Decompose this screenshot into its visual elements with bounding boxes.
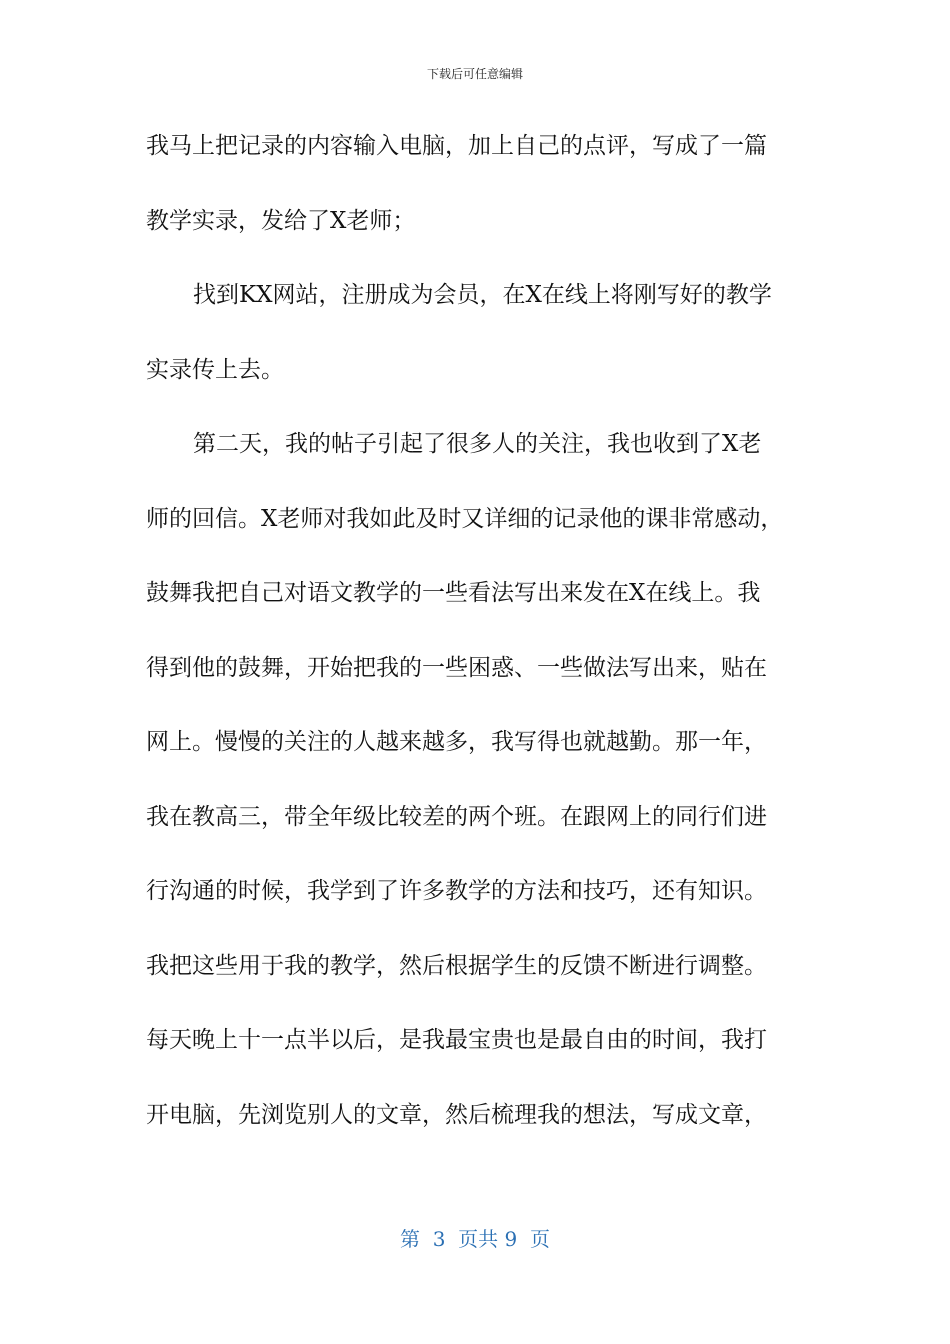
text-line: 师的回信。X老师对我如此及时又详细的记录他的课非常感动，: [146, 505, 784, 532]
text-line: 得到他的鼓舞，开始把我的一些困惑、一些做法写出来，贴在: [146, 654, 767, 681]
page-number-footer: 第 3 页共 9 页: [400, 1227, 550, 1251]
text-line: 实录传上去。: [146, 356, 284, 383]
text-line: 我在教高三，带全年级比较差的两个班。在跟网上的同行们进: [146, 803, 767, 830]
text-line: 找到KX网站，注册成为会员，在X在线上将刚写好的教学: [193, 282, 772, 308]
text-line: 网上。慢慢的关注的人越来越多，我写得也就越勤。那一年，: [146, 729, 767, 755]
text-line: 我马上把记录的内容输入电脑，加上自己的点评，写成了一篇: [146, 133, 767, 159]
text-line: 鼓舞我把自己对语文教学的一些看法写出来发在X在线上。我: [146, 580, 761, 606]
text-line: 我把这些用于我的教学，然后根据学生的反馈不断进行调整。: [146, 952, 767, 979]
page-header: 下载后可任意编辑: [426, 67, 523, 81]
text-line: 开电脑，先浏览别人的文章，然后梳理我的想法，写成文章，: [146, 1101, 767, 1128]
text-line: 第二天，我的帖子引起了很多人的关注，我也收到了X老: [193, 431, 762, 457]
body-text: [146, 124, 806, 1167]
text-line: 行沟通的时候，我学到了许多教学的方法和技巧，还有知识。: [146, 878, 767, 904]
text-line: 教学实录，发给了X老师；: [146, 207, 416, 234]
text-line: 每天晚上十一点半以后，是我最宝贵也是最自由的时间，我打: [146, 1027, 767, 1053]
